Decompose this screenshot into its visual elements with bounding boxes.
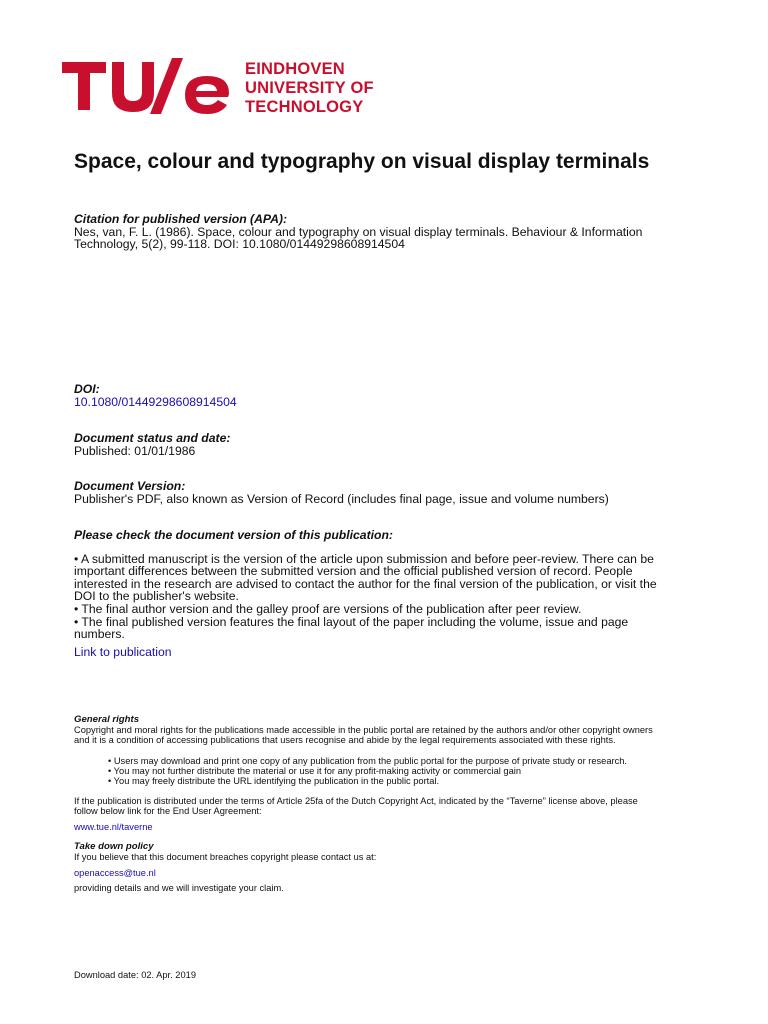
document-title: Space, colour and typography on visual display terminals [74, 150, 650, 173]
check-line: interested in the research are advised to contact the author for the final version of the publication, or visit the [74, 576, 657, 591]
doi-section [74, 383, 714, 408]
takedown-line-2: providing details and we will investigate your claim. [74, 882, 284, 893]
rights-line-2: and it is a condition of accessing publications that users recognise and abide by the legal requirements associated with these rights. [74, 735, 616, 746]
general-rights-section [74, 715, 724, 832]
rights-heading: General rights [74, 714, 140, 725]
status-section [74, 432, 714, 457]
rights-bullet: • Users may download and print one copy of any publication from the public portal for the purpose of private study or research. [108, 755, 627, 766]
citation-line-2: Technology, 5(2), 99-118. DOI: 10.1080/01449298608914504 [74, 237, 405, 252]
version-section [74, 480, 714, 505]
check-line: numbers. [74, 627, 125, 642]
logo-line-2: UNIVERSITY OF [245, 79, 374, 97]
check-line: DOI to the publisher's website. [74, 589, 239, 604]
doi-link[interactable]: 10.1080/01449298608914504 [74, 394, 237, 409]
check-line: important differences between the submitted version and the official published version of record. People [74, 564, 633, 579]
rights-line-1: Copyright and moral rights for the publications made accessible in the public portal are retained by the authors and/or other copyright owners [74, 725, 653, 736]
check-line: • The final author version and the galley proof are versions of the publication after peer review. [74, 601, 582, 616]
citation-section [74, 213, 714, 251]
check-line: • The final published version features the final layout of the paper including the volume, issue and page [74, 614, 629, 629]
taverne-line-1: If the publication is distributed under the terms of Article 25fa of the Dutch Copyright Act, indicated by the “Taverne” license above, please [74, 796, 638, 807]
logo-line-3: TECHNOLOGY [245, 98, 364, 116]
version-heading: Document Version: [74, 479, 186, 493]
taverne-line-2: follow below link for the End User Agreement: [74, 806, 262, 817]
doi-heading: DOI: [74, 382, 100, 396]
check-heading: Please check the document version of this publication: [74, 528, 393, 542]
check-line: • A submitted manuscript is the version of the article upon submission and before peer-review. There can be [74, 551, 654, 566]
email-link[interactable]: openaccess@tue.nl [74, 868, 156, 879]
takedown-heading: Take down policy [74, 841, 154, 852]
citation-line-1: Nes, van, F. L. (1986). Space, colour and typography on visual display terminals. Behaviour & Information [74, 224, 643, 239]
rights-bullet: • You may not further distribute the material or use it for any profit-making activity or commercial gain [108, 765, 522, 776]
version-value: Publisher's PDF, also known as Version of Record (includes final page, issue and volume numbers) [74, 491, 609, 506]
taverne-link[interactable]: www.tue.nl/taverne [74, 821, 153, 832]
citation-heading: Citation for published version (APA): [74, 212, 288, 226]
download-date: Download date: 02. Apr. 2019 [74, 970, 196, 980]
rights-bullets [108, 756, 724, 787]
takedown-section [74, 842, 724, 893]
university-name [245, 60, 374, 117]
tue-logo [62, 58, 374, 116]
rights-bullet: • You may freely distribute the URL identifying the publication in the public portal. [108, 776, 440, 787]
tue-logo-mark-icon [62, 58, 232, 114]
status-heading: Document status and date: [74, 431, 231, 445]
status-value: Published: 01/01/1986 [74, 443, 196, 458]
publication-link[interactable]: Link to publication [74, 644, 172, 659]
takedown-line-1: If you believe that this document breaches copyright please contact us at: [74, 852, 377, 863]
logo-line-1: EINDHOVEN [245, 60, 345, 78]
check-section [74, 529, 714, 658]
